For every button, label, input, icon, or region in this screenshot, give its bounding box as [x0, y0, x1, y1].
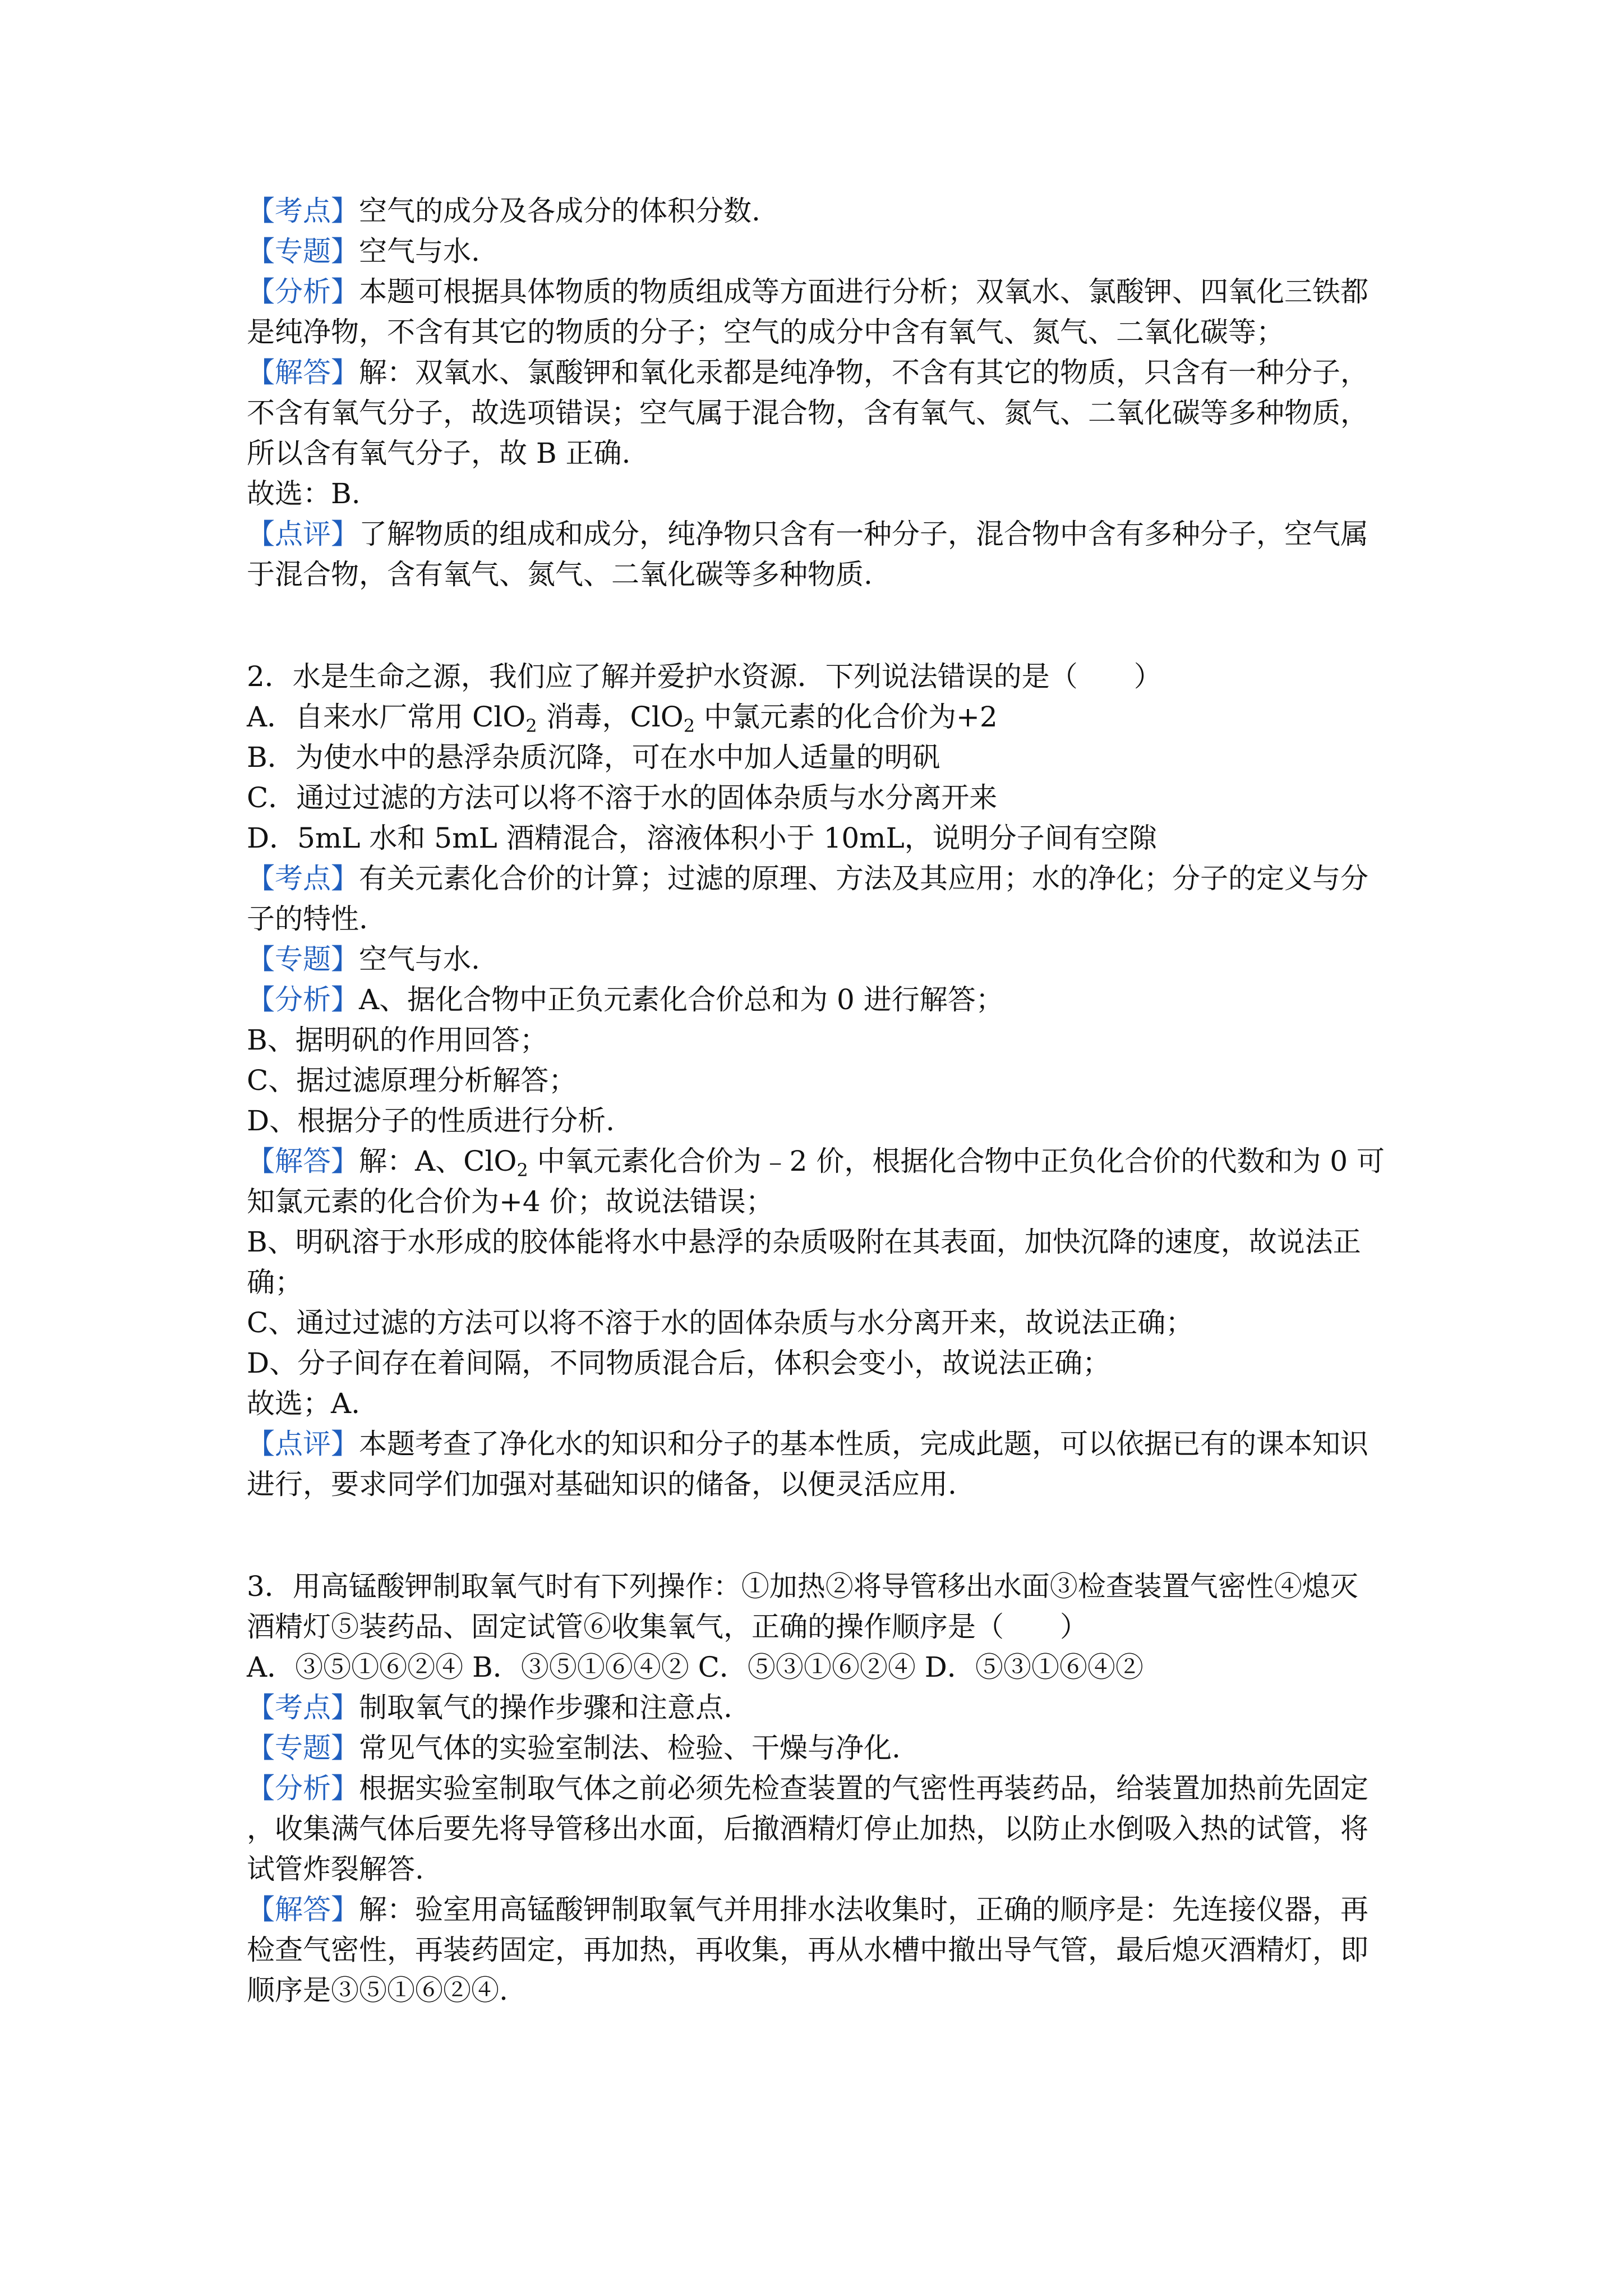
zhuanti-label: 【专题】 [247, 943, 359, 976]
q3-fenxi [247, 1768, 1391, 1809]
jieda-text: 解：A、ClO [359, 1145, 517, 1177]
q1-zhuanti [247, 231, 1391, 272]
q1-answer: 故选：B. [247, 477, 361, 510]
option-a-text: 中氯元素的化合价为+2 [695, 701, 998, 733]
q2-option-d: D．5mL 水和 5mL 酒精混合，溶液体积小于 10mL，说明分子间有空隙 [247, 822, 1157, 854]
fenxi-text: 本题可根据具体物质的物质组成等方面进行分析；双氧水、氯酸钾、四氧化三铁都 [359, 275, 1368, 308]
q1-fenxi [247, 272, 1391, 312]
fenxi-text: A、据化合物中正负元素化合价总和为 0 进行解答； [359, 983, 1004, 1016]
zhuanti-text: 常见气体的实验室制法、检验、干燥与净化. [359, 1732, 901, 1764]
q2-jieda-cont: C、通过过滤的方法可以将不溶于水的固体杂质与水分离开来，故说法正确； [247, 1306, 1194, 1339]
dianping-text: 了解物质的组成和成分，纯净物只含有一种分子，混合物中含有多种分子，空气属 [359, 518, 1368, 550]
q3-kaodian [247, 1687, 1391, 1728]
kaodian-text: 有关元素化合价的计算；过滤的原理、方法及其应用；水的净化；分子的定义与分 [359, 862, 1368, 895]
document-page [247, 191, 1391, 2010]
jieda-text: 解：验室用高锰酸钾制取氧气并用排水法收集时，正确的顺序是：先连接仪器，再 [359, 1893, 1368, 1926]
q2-fenxi-cont: B、据明矾的作用回答； [247, 1024, 548, 1056]
q3-stem: 3．用高锰酸钾制取氧气时有下列操作：①加热②将导管移出水面③检查装置气密性④熄灭 [247, 1570, 1358, 1603]
q1-kaodian [247, 191, 1391, 231]
q2-fenxi-cont: D、根据分子的性质进行分析. [247, 1105, 615, 1137]
q3-fenxi-cont: 试管炸裂解答. [247, 1853, 424, 1885]
fenxi-label: 【分析】 [247, 983, 359, 1016]
jieda-label: 【解答】 [247, 1893, 359, 1926]
q2-jieda-cont: 确； [247, 1266, 303, 1299]
q2-stem: 2．水是生命之源，我们应了解并爱护水资源．下列说法错误的是（ ） [247, 660, 1162, 693]
q2-option-b: B．为使水中的悬浮杂质沉降，可在水中加人适量的明矾 [247, 741, 940, 774]
q1-jieda-cont: 所以含有氧气分子，故 B 正确. [247, 437, 631, 470]
jieda-label: 【解答】 [247, 356, 359, 389]
zhuanti-label: 【专题】 [247, 235, 359, 268]
q2-dianping-cont: 进行，要求同学们加强对基础知识的储备，以便灵活应用. [247, 1468, 957, 1501]
subscript: 2 [517, 1159, 528, 1181]
jieda-text: 中氧元素化合价为﹣2 价，根据化合物中正负化合价的代数和为 0 可 [528, 1145, 1385, 1177]
kaodian-label: 【考点】 [247, 1691, 359, 1724]
zhuanti-text: 空气与水. [359, 943, 480, 976]
kaodian-label: 【考点】 [247, 862, 359, 895]
q3-options: A．③⑤①⑥②④ B．③⑤①⑥④② C．⑤③①⑥②④ D．⑤③①⑥④② [247, 1651, 1144, 1683]
option-a-text: 消毒，ClO [537, 701, 684, 733]
q2-jieda [247, 1141, 1391, 1181]
q2-option-a [247, 697, 1391, 737]
kaodian-text: 空气的成分及各成分的体积分数. [359, 195, 760, 227]
q2-option-c: C．通过过滤的方法可以将不溶于水的固体杂质与水分离开来 [247, 781, 998, 814]
subscript: 2 [525, 715, 537, 737]
q2-fenxi [247, 979, 1391, 1020]
q3-zhuanti [247, 1728, 1391, 1768]
q1-jieda [247, 352, 1391, 393]
q2-dianping [247, 1424, 1391, 1464]
kaodian-text: 制取氧气的操作步骤和注意点. [359, 1691, 732, 1724]
q3-stem-cont: 酒精灯⑤装药品、固定试管⑥收集氧气，正确的操作顺序是（ ） [247, 1611, 1088, 1643]
q2-kaodian [247, 858, 1391, 899]
jieda-text: 解：双氧水、氯酸钾和氧化汞都是纯净物，不含有其它的物质，只含有一种分子， [359, 356, 1368, 389]
dianping-label: 【点评】 [247, 1428, 359, 1460]
q3-jieda-cont: 顺序是③⑤①⑥②④. [247, 1974, 508, 2007]
dianping-label: 【点评】 [247, 518, 359, 550]
q2-jieda-cont: B、明矾溶于水形成的胶体能将水中悬浮的杂质吸附在其表面，加快沉降的速度，故说法正 [247, 1226, 1361, 1258]
q3-fenxi-cont: ，收集满气体后要先将导管移出水面，后撤酒精灯停止加热，以防止水倒吸入热的试管，将 [247, 1812, 1368, 1845]
q3-jieda [247, 1889, 1391, 1930]
q1-fenxi-cont: 是纯净物，不含有其它的物质的分子；空气的成分中含有氧气、氮气、二氧化碳等； [247, 316, 1284, 348]
kaodian-label: 【考点】 [247, 195, 359, 227]
zhuanti-label: 【专题】 [247, 1732, 359, 1764]
q2-zhuanti [247, 939, 1391, 979]
q2-fenxi-cont: C、据过滤原理分析解答； [247, 1064, 577, 1097]
q3-jieda-cont: 检查气密性，再装药固定，再加热，再收集，再从水槽中撤出导气管，最后熄灭酒精灯，即 [247, 1934, 1368, 1966]
fenxi-text: 根据实验室制取气体之前必须先检查装置的气密性再装药品，给装置加热前先固定 [359, 1772, 1368, 1805]
q1-dianping [247, 514, 1391, 554]
q1-dianping-cont: 于混合物，含有氧气、氮气、二氧化碳等多种物质. [247, 558, 873, 591]
option-a-text: A．自来水厂常用 ClO [247, 701, 526, 733]
fenxi-label: 【分析】 [247, 1772, 359, 1805]
subscript: 2 [683, 715, 695, 737]
q2-kaodian-cont: 子的特性. [247, 903, 368, 935]
zhuanti-text: 空气与水. [359, 235, 480, 268]
q2-answer: 故选；A. [247, 1387, 361, 1420]
q2-jieda-cont: D、分子间存在着间隔，不同物质混合后，体积会变小，故说法正确； [247, 1347, 1111, 1379]
q1-jieda-cont: 不含有氧气分子，故选项错误；空气属于混合物，含有氧气、氮气、二氧化碳等多种物质， [247, 397, 1368, 429]
dianping-text: 本题考查了净化水的知识和分子的基本性质，完成此题，可以依据已有的课本知识 [359, 1428, 1368, 1460]
q2-jieda-cont: 知氯元素的化合价为+4 价；故说法错误； [247, 1185, 774, 1218]
fenxi-label: 【分析】 [247, 275, 359, 308]
jieda-label: 【解答】 [247, 1145, 359, 1177]
